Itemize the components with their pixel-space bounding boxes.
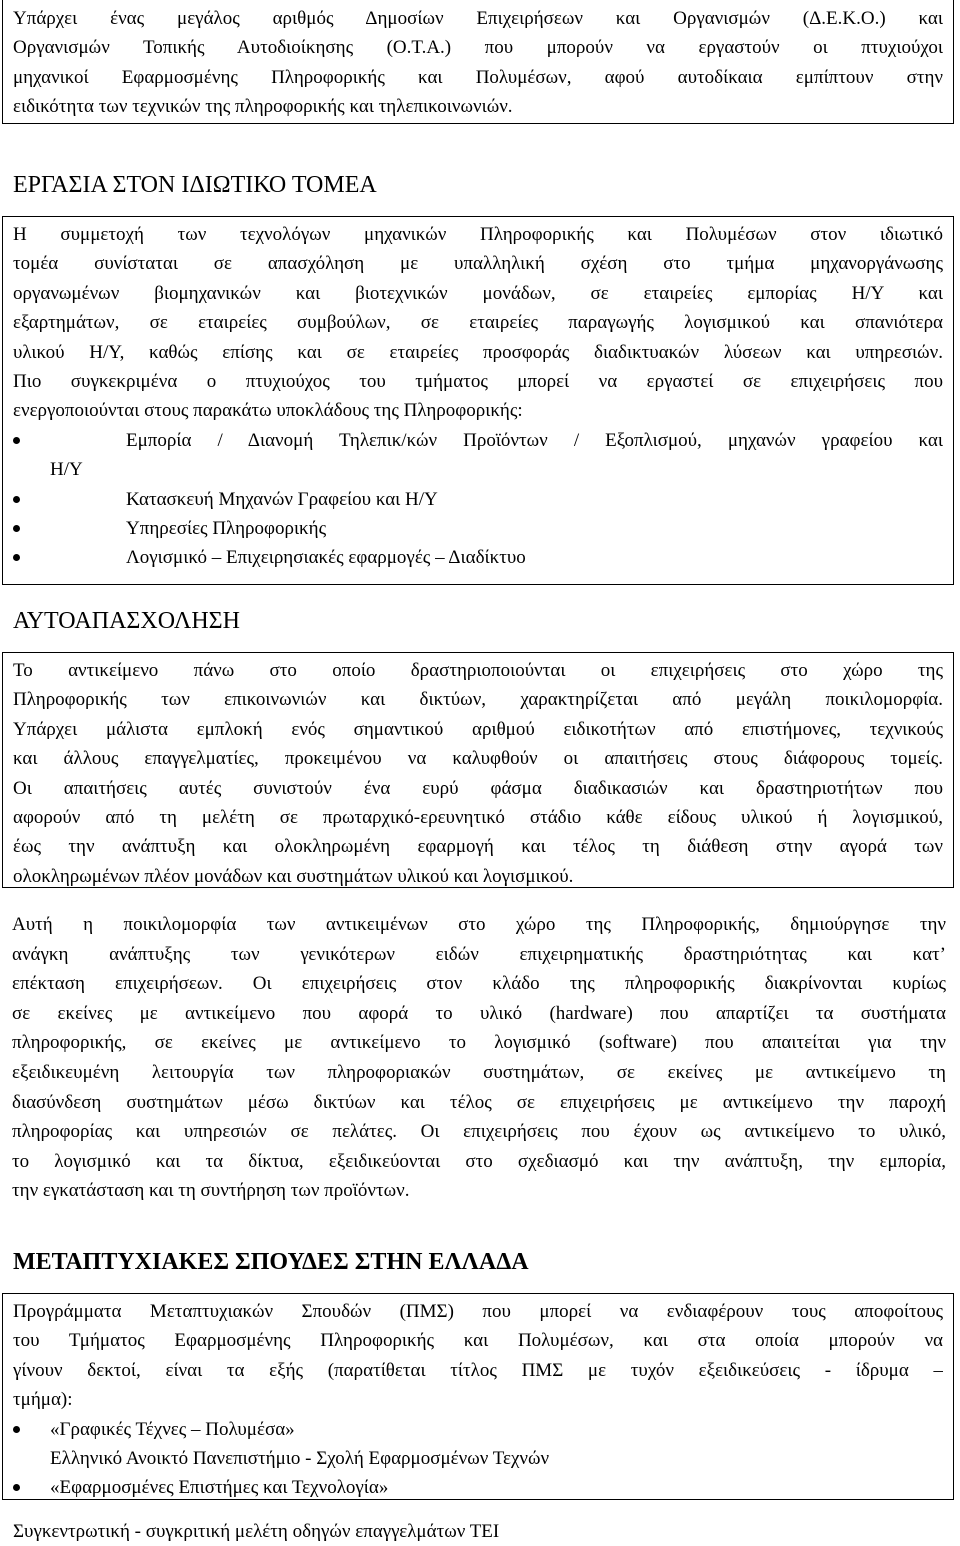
postgrad-line: Προγράμματα Μεταπτυχιακών Σπουδών (ΠΜΣ) που μπορεί να ενδιαφέρουν τους αποφοίτους	[13, 1301, 943, 1322]
postgrad-heading: ΜΕΤΑΠΤΥΧΙΑΚΕΣ ΣΠΟΥΔΕΣ ΣΤΗΝ ΕΛΛΑΔΑ	[13, 1249, 529, 1275]
paragraph-line: Αυτή η ποικιλομορφία των αντικειμένων στο χώρο της Πληροφορικής, δημιούργησε την	[12, 914, 946, 935]
paragraph-line: εξειδικευμένη λειτουργία των πληροφοριακών συστημάτων, σε εκείνες με αντικείμενο τη	[12, 1061, 946, 1083]
intro-line: ειδικότητα των τεχνικών της πληροφορικής και τηλεπικοινωνιών.	[13, 96, 513, 118]
postgrad-line: γίνουν δεκτοί, είναι τα εξής (παρατίθεται τίτλος ΠΜΣ με τυχόν εξειδικεύσεις - ίδρυμα –	[13, 1359, 943, 1381]
private-sector-line: ενεργοποιούνται στους παρακάτω υποκλάδους της Πληροφορικής:	[13, 400, 523, 422]
paragraph-line: επέκταση επιχειρήσεων. Οι επιχειρήσεις στον κλάδο της πληροφορικής διακρίνονται κυρίως	[12, 973, 946, 995]
paragraph-line: πληροφορίας και υπηρεσιών σε πελάτες. Οι επιχειρήσεις που έχουν ως αντικείμενο το υλικό,	[12, 1121, 946, 1143]
self-employment-line: Υπάρχει μάλιστα εμπλοκή ενός σημαντικού αριθμού ειδικοτήτων από επιστήμονες, τεχνικούς	[13, 718, 943, 740]
self-employment-line: και άλλους επαγγελματίες, προκειμένου να καλυφθούν οι απαιτήσεις στους διάφορους τομείς.	[13, 748, 943, 770]
bullet-icon	[13, 554, 20, 561]
self-employment-line: Το αντικείμενο πάνω στο οποίο δραστηριοποιούνται οι επιχειρήσεις στο χώρο της	[13, 660, 943, 681]
private-sector-line: Η συμμετοχή των τεχνολόγων μηχανικών Πληροφορικής και Πολυμέσων στον ιδιωτικό	[13, 224, 943, 245]
postgrad-box	[2, 1293, 954, 1500]
list-item-text: Η/Υ	[50, 459, 83, 481]
intro-line: Οργανισμών Τοπικής Αυτοδιοίκησης (Ο.Τ.Α.) που μπορούν να εργαστούν οι πτυχιούχοι	[13, 37, 943, 59]
self-employment-line: Πληροφορικής των επικοινωνιών και δικτύων, χαρακτηρίζεται από μεγάλη ποικιλομορφία.	[13, 689, 943, 711]
program-institution: Ελληνικό Ανοικτό Πανεπιστήμιο - Σχολή Εφαρμοσμένων Τεχνών	[50, 1447, 550, 1469]
self-employment-heading: ΑΥΤΟΑΠΑΣΧΟΛΗΣΗ	[13, 608, 240, 634]
self-employment-box	[2, 652, 954, 888]
postgrad-line: τμήμα):	[13, 1389, 73, 1411]
intro-line: μηχανικοί Εφαρμοσμένης Πληροφορικής και Πολυμέσων, αφού αυτοδίκαια εμπίπτουν στην	[13, 66, 943, 88]
program-item	[13, 1473, 943, 1502]
paragraph-line: διασύνδεση συστημάτων μέσω δικτύων και τέλος σε επιχειρήσεις με αντικείμενο την παροχή	[12, 1091, 946, 1113]
list-item-text: Κατασκευή Μηχανών Γραφείου και Η/Υ	[126, 488, 438, 510]
postgrad-line: του Τμήματος Εφαρμοσμένης Πληροφορικής και Πολυμέσων, και στα οποία μπορούν να	[13, 1330, 943, 1352]
program-title: «Εφαρμοσμένες Επιστήμες και Τεχνολογία»	[50, 1477, 389, 1499]
self-employment-line: έως την ανάπτυξη και ολοκληρωμένη εφαρμογή και τέλος τη διάθεση στην αγορά των	[13, 836, 943, 858]
program-title: «Γραφικές Τέχνες – Πολυμέσα»	[50, 1418, 295, 1440]
list-item	[13, 543, 943, 572]
private-sector-line: Πιο συγκεκριμένα ο πτυχιούχος του τμήματος μπορεί να εργαστεί σε επιχειρήσεις που	[13, 370, 943, 392]
bullet-icon	[13, 437, 20, 444]
paragraph-line: την εγκατάσταση και τη συντήρηση των προϊόντων.	[12, 1180, 410, 1202]
paragraph-line: πληροφορικής, σε εκείνες με αντικείμενο το λογισμικό (software) που απαιτείται για την	[12, 1032, 946, 1054]
bullet-icon	[13, 496, 20, 503]
list-item-text: Εμπορία / Διανομή Τηλεπικ/κών Προϊόντων / Εξοπλισμού, μηχανών γραφείου και	[126, 429, 943, 451]
private-sector-line: τομέα συνίσταται σε απασχόληση με υπαλληλική σχέση στο τμήμα μηχανοργάνωσης	[13, 253, 943, 275]
program-institution-row	[13, 1444, 943, 1473]
intro-line: Υπάρχει ένας μεγάλος αριθμός Δημοσίων Επιχειρήσεων και Οργανισμών (Δ.Ε.Κ.Ο.) και	[13, 8, 943, 29]
bullet-icon	[13, 1484, 20, 1491]
list-item-text: Λογισμικό – Επιχειρησιακές εφαρμογές – Διαδίκτυο	[126, 547, 526, 569]
list-item	[13, 514, 943, 543]
private-sector-line: εξαρτημάτων, σε εταιρείες συμβούλων, σε εταιρείες παραγωγής λογισμικού και σπανιότερα	[13, 312, 943, 334]
self-employment-line: ολοκληρωμένων πλέον μονάδων και συστημάτων υλικού και λογισμικού.	[13, 865, 574, 887]
private-sector-line: οργανωμένων βιομηχανικών και βιοτεχνικών μονάδων, σε εταιρείες εμπορίας Η/Υ και	[13, 282, 943, 304]
paragraph-line: σε εκείνες με αντικείμενο που αφορά το υλικό (hardware) που απαρτίζει τα συστήματα	[12, 1002, 946, 1024]
paragraph-line: ανάγκη ανάπτυξης των γενικότερων ειδών επιχειρηματικής δραστηριότητας και κατ’	[12, 943, 946, 965]
intro-box	[2, 0, 954, 124]
self-employment-line: αφορούν από τη μελέτη σε πρωταρχικό-ερευνητικό στάδιο κάθε είδους υλικού ή λογισμικού,	[13, 806, 943, 828]
list-item	[13, 485, 943, 514]
program-item	[13, 1415, 943, 1444]
private-sector-heading: ΕΡΓΑΣΙΑ ΣΤΟΝ ΙΔΙΩΤΙΚΟ ΤΟΜΕΑ	[13, 172, 377, 198]
bullet-icon	[13, 525, 20, 532]
page-footer: Συγκεντρωτική - συγκριτική μελέτη οδηγών επαγγελμάτων ΤΕΙ	[13, 1521, 500, 1542]
business-diversity-paragraph	[12, 910, 946, 1206]
private-sector-box	[2, 216, 954, 585]
bullet-icon	[13, 1426, 20, 1433]
self-employment-line: Οι απαιτήσεις αυτές συνιστούν ένα ευρύ φάσμα διαδικασιών και δραστηριοτήτων που	[13, 777, 943, 799]
paragraph-line: το λογισμικό και τα δίκτυα, εξειδικεύονται στο σχεδιασμό και την ανάπτυξη, την εμπορία,	[12, 1150, 946, 1172]
list-item-text: Υπηρεσίες Πληροφορικής	[126, 517, 327, 539]
private-sector-line: υλικού Η/Υ, καθώς επίσης και σε εταιρείες προσφοράς διαδικτυακών λύσεων και υπηρεσιών.	[13, 341, 943, 363]
list-item-continuation	[13, 455, 943, 484]
list-item	[13, 426, 943, 455]
